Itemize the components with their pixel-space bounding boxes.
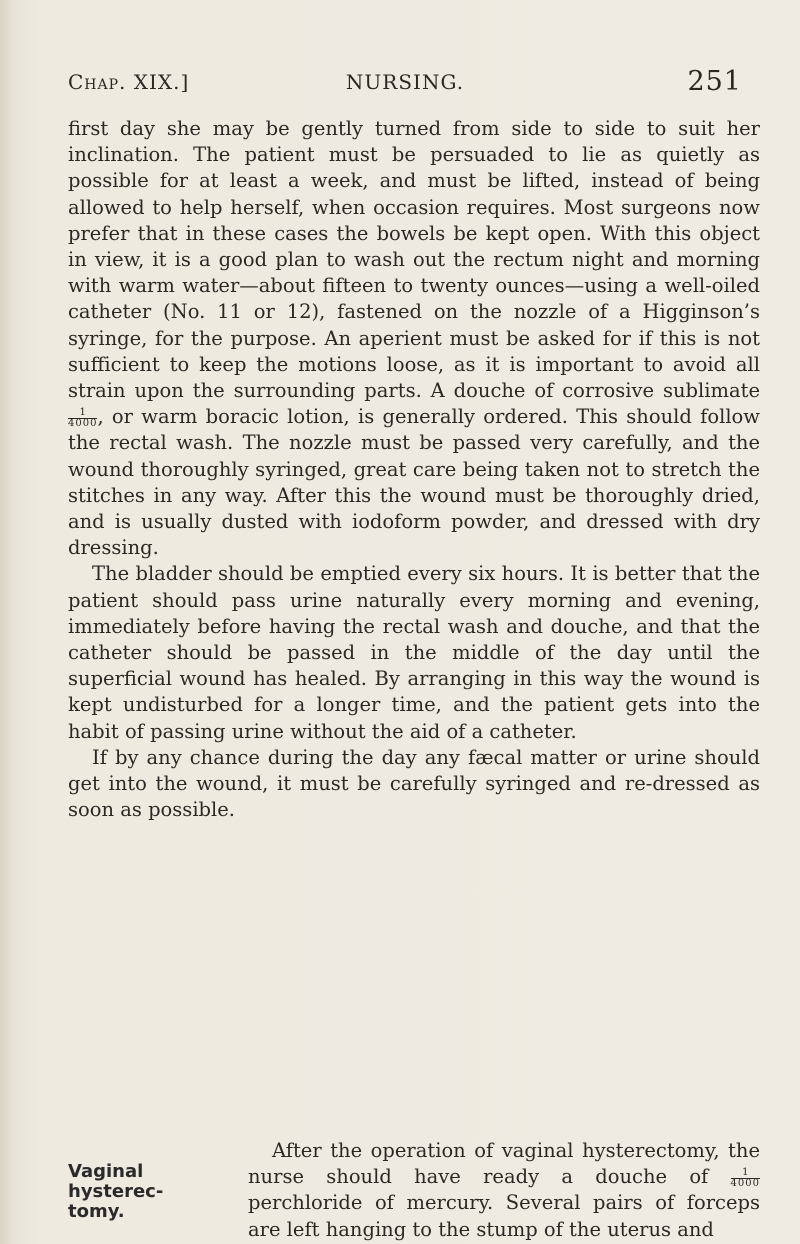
paragraph-1-part-a: first day she may be gently turned from side to side to suit her inclination. The patient must be persuaded to lie as quietly as possible for at least a week, and must be lifted, instead of being allowed to help herself, when occasion requires. Most surgeons now prefer that in these cases the bowels be kept open. With this object in view, it is a good plan to wash out the rectum night and morning with warm water—about fifteen to twenty ounces—using a well-oiled catheter (No. 11 or 12), fastened on the nozzle of a Higginson’s syringe, for the purpose. An aperient must be asked for if this is not sufficient to keep the motions loose, as it is important to avoid all strain upon the surrounding parts. A douche of corrosive sublimate: [68, 117, 760, 403]
paragraph-4-part-a: After the operation of vaginal hysterectomy, the nurse should have ready a douche of: [248, 1139, 760, 1189]
paragraph-1-part-b: , or warm boracic lotion, is generally ordered. This should follow the rectal wash. The nozzle must be passed very carefully, and the wound thoroughly syringed, great care being taken not to stretch the stitches in any way. After this the wound must be thoroughly dried, and is usually dusted with iodoform powder, and dressed with dry dressing.: [68, 405, 760, 560]
paragraph-4: [248, 1138, 760, 1243]
paragraph-1: [68, 116, 760, 561]
fraction-denominator: 4000: [730, 1178, 760, 1190]
margin-note-line: tomy.: [68, 1201, 125, 1222]
paragraph-2: The bladder should be emptied every six hours. It is better that the patient should pass urine naturally every morning and evening, immediately before having the rectal wash and douche, and that the catheter should be passed in the middle of the day until the superficial wound has healed. By arranging in this way the wound is kept undisturbed for a longer time, and the patient gets into the habit of passing urine without the aid of a catheter.: [68, 562, 760, 743]
paragraph-4-part-b: perchloride of mercury. Several pairs of forceps are left hanging to the stump of the uterus and: [248, 1191, 760, 1241]
paragraph-4-column: [248, 1138, 760, 1243]
main-text: [68, 116, 760, 823]
page-number: 251: [687, 66, 742, 97]
fraction-1-4000: [731, 1168, 760, 1189]
fraction-denominator: 4000: [68, 418, 98, 430]
fraction-1-4000: [68, 408, 97, 429]
margin-note: [68, 1162, 168, 1222]
fraction-numerator: 1: [68, 408, 97, 419]
running-header: [68, 66, 742, 100]
margin-note-line: Vaginal: [68, 1161, 144, 1182]
margin-note-line: hysterec-: [68, 1181, 164, 1202]
running-title: NURSING.: [345, 70, 465, 94]
chapter-label: Chap. XIX.]: [68, 70, 190, 94]
paragraph-3: If by any chance during the day any fæcal matter or urine should get into the wound, it must be carefully syringed and re-dressed as soon as possible.: [68, 745, 760, 822]
fraction-numerator: 1: [731, 1168, 760, 1179]
